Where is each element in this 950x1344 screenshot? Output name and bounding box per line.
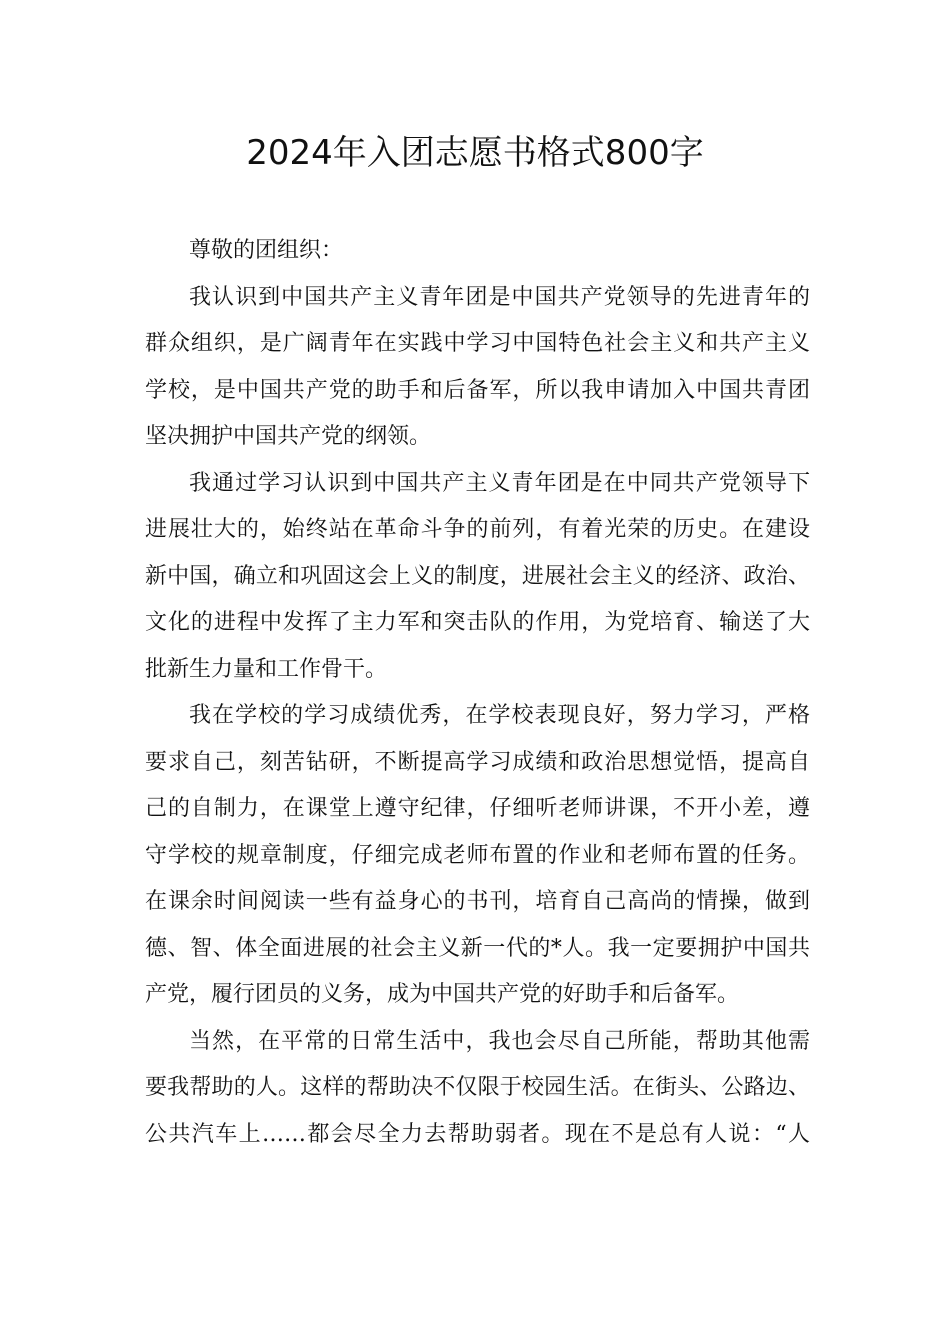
paragraph-1-line-1: 我认识到中国共产主义青年团是中国共产党领导的先进青年的 — [189, 284, 810, 310]
salutation: 尊敬的团组织： — [189, 238, 344, 263]
paragraph-3-line-3: 己的自制力，在课堂上遵守纪律，仔细听老师讲课，不开小差，遵 — [145, 796, 810, 821]
paragraph-3-line-2: 要求自己，刻苦钻研，不断提高学习成绩和政治思想觉悟，提高自 — [145, 749, 810, 775]
paragraph-1-line-4: 坚决拥护中国共产党的纲领。 — [145, 424, 432, 449]
document-title: 2024年入团志愿书格式800字 — [246, 133, 704, 173]
document-body — [145, 228, 810, 1158]
paragraph-3-line-5: 在课余时间阅读一些有益身心的书刊，培育自己高尚的情操，做到 — [145, 889, 810, 914]
paragraph-3-line-4: 守学校的规章制度，仔细完成老师布置的作业和老师布置的任务。 — [145, 842, 810, 868]
paragraph-3-line-1: 我在学校的学习成绩优秀，在学校表现良好，努力学习，严格 — [189, 703, 810, 728]
paragraph-3-line-7: 产党，履行团员的义务，成为中国共产党的好助手和后备军。 — [145, 982, 740, 1007]
paragraph-2-line-5: 批新生力量和工作骨干。 — [145, 656, 388, 682]
paragraph-2-line-2: 进展壮大的，始终站在革命斗争的前列，有着光荣的历史。在建设 — [145, 517, 810, 542]
paragraph-1-line-3: 学校，是中国共产党的助手和后备军，所以我申请加入中国共青团 — [145, 377, 810, 403]
paragraph-3-line-6: 德、智、体全面进展的社会主义新一代的*人。我一定要拥护中国共 — [145, 935, 810, 961]
paragraph-2-line-1: 我通过学习认识到中国共产主义青年团是在中同共产党领导下 — [189, 470, 810, 496]
paragraph-2-line-4: 文化的进程中发挥了主力军和突击队的作用，为党培育、输送了大 — [145, 610, 810, 635]
paragraph-2-line-3: 新中国，确立和巩固这会上义的制度，进展社会主义的经济、政治、 — [145, 563, 810, 589]
paragraph-4-line-2: 要我帮助的人。这样的帮助决不仅限于校园生活。在街头、公路边、 — [145, 1075, 810, 1100]
paragraph-1-line-2: 群众组织，是广阔青年在实践中学习中国特色社会主义和共产主义 — [145, 331, 810, 356]
paragraph-4-line-3: 公共汽车上……都会尽全力去帮助弱者。现在不是总有人说：“人 — [145, 1121, 810, 1147]
paragraph-4-line-1: 当然，在平常的日常生活中，我也会尽自己所能，帮助其他需 — [189, 1028, 810, 1054]
